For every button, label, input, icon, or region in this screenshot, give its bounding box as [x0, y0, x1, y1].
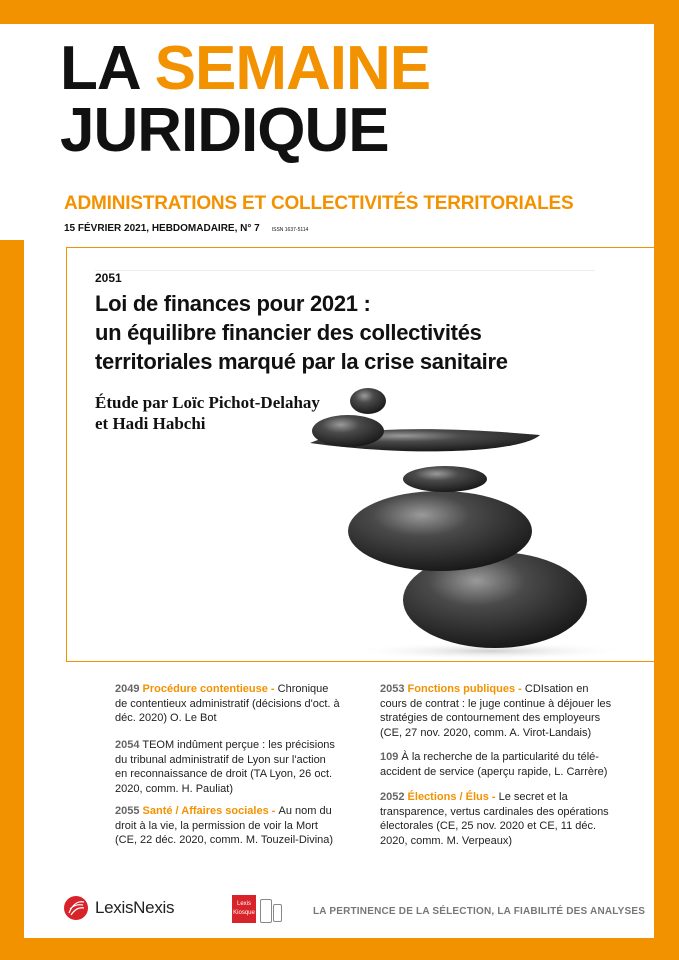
summary-item[interactable] [115, 804, 350, 848]
lexisnexis-logo[interactable] [63, 895, 174, 921]
summary-text: du tribunal administratif de Lyon sur l'action [115, 753, 326, 766]
authors-line: et Hadi Habchi [95, 414, 206, 433]
masthead-subtitle: ADMINISTRATIONS ET COLLECTIVITÉS TERRITORIALES [64, 193, 574, 214]
summary-text: (CE, 27 nov. 2020, comm. A. Virot-Landais) [380, 726, 592, 739]
summary-item[interactable] [380, 790, 625, 848]
summary-number: 2055 [115, 805, 140, 817]
summary-number: 2053 [380, 683, 405, 695]
summary-topic: Fonctions publiques - [407, 683, 525, 695]
frame-bottom [0, 938, 679, 960]
kiosque-label: Kiosque [233, 910, 255, 916]
issn: ISSN 1637-5114 [271, 227, 309, 233]
summary-text: accident de service (aperçu rapide, L. Carrère) [380, 765, 608, 778]
summary-text: transparence, vertus cardinales des opérations [380, 805, 609, 818]
authors-line: Étude par Loïc Pichot-Delahay [95, 393, 320, 412]
summary-topic: Élections / Élus - [407, 791, 499, 803]
summary-number: 2052 [380, 791, 405, 803]
kiosque-label: Lexis [236, 901, 251, 907]
summary-text: électorales (CE, 25 nov. 2020 et CE, 11 déc. [380, 820, 597, 832]
lexisnexis-emblem-icon [63, 895, 89, 921]
summary-text: cours de contrat : le juge continue à déjouer les [380, 697, 612, 710]
frame-top [0, 0, 679, 24]
article-title-line: Loi de finances pour 2021 : [95, 291, 371, 316]
summary-text: À la recherche de la particularité du télé- [401, 751, 599, 763]
masthead-title-line1 [60, 34, 640, 103]
frame-left [0, 240, 24, 960]
summary-number: 109 [380, 751, 399, 763]
summary-item[interactable] [115, 682, 350, 726]
summary-item[interactable] [115, 738, 350, 796]
stacked-stones-image [290, 365, 650, 660]
summary-item[interactable] [380, 750, 625, 779]
summary-text: en reconnaissance de droit (TA Lyon, 26 oct. [115, 768, 333, 780]
summary-number: 2049 [115, 683, 140, 695]
summary-text: de contentieux administratif (décisions d'oct. à [115, 697, 340, 710]
phone-icon [273, 904, 282, 922]
masthead-title-line2: JURIDIQUE [60, 96, 389, 165]
article-title-line: territoriales marqué par la crise sanitaire [95, 349, 508, 374]
issue-line [64, 223, 308, 234]
issue-date: 15 FÉVRIER 2021, HEBDOMADAIRE, N° 7 [64, 223, 260, 234]
summary-text: CDIsation en [524, 683, 589, 695]
lexis-kiosque-badge[interactable] [232, 895, 282, 925]
summary-text: TEOM indûment perçue : les précisions [142, 739, 335, 751]
lexisnexis-wordmark: LexisNexis [95, 898, 175, 917]
masthead [60, 34, 640, 165]
summary-text: Le secret et la [498, 791, 568, 803]
article-authors [95, 392, 320, 434]
tablet-icon [260, 899, 272, 923]
summary-topic: Procédure contentieuse - [142, 683, 278, 695]
summary-number: 2054 [115, 739, 140, 751]
summary-text: 2020, comm. H. Pauliat) [115, 782, 233, 795]
summary-text: Chronique [277, 683, 329, 695]
masthead-word-semaine: SEMAINE [154, 34, 431, 103]
masthead-word-la: LA [60, 34, 141, 103]
summary-text: déc. 2020) O. Le Bot [115, 712, 217, 724]
summary-topic: Santé / Affaires sociales - [142, 805, 279, 817]
article-number: 2051 [95, 271, 122, 285]
summary-text: 2020, comm. M. Verpeaux) [380, 834, 513, 847]
divider [95, 270, 595, 271]
frame-right [654, 0, 679, 960]
footer-tagline: LA PERTINENCE DE LA SÉLECTION, LA FIABILITÉ DES ANALYSES [313, 906, 646, 917]
summary-text: droit à la vie, la permission de voir la Mort [115, 819, 318, 832]
kiosque-logo [232, 895, 256, 923]
summary-text: stratégies de contournement des employeurs [380, 712, 601, 724]
summary-text: (CE, 22 déc. 2020, comm. M. Touzeil-Divina) [115, 834, 334, 846]
article-title-line: un équilibre financier des collectivités [95, 320, 482, 345]
summary-item[interactable] [380, 682, 625, 740]
article-title[interactable] [95, 289, 635, 376]
summary-text: Au nom du [278, 805, 332, 817]
